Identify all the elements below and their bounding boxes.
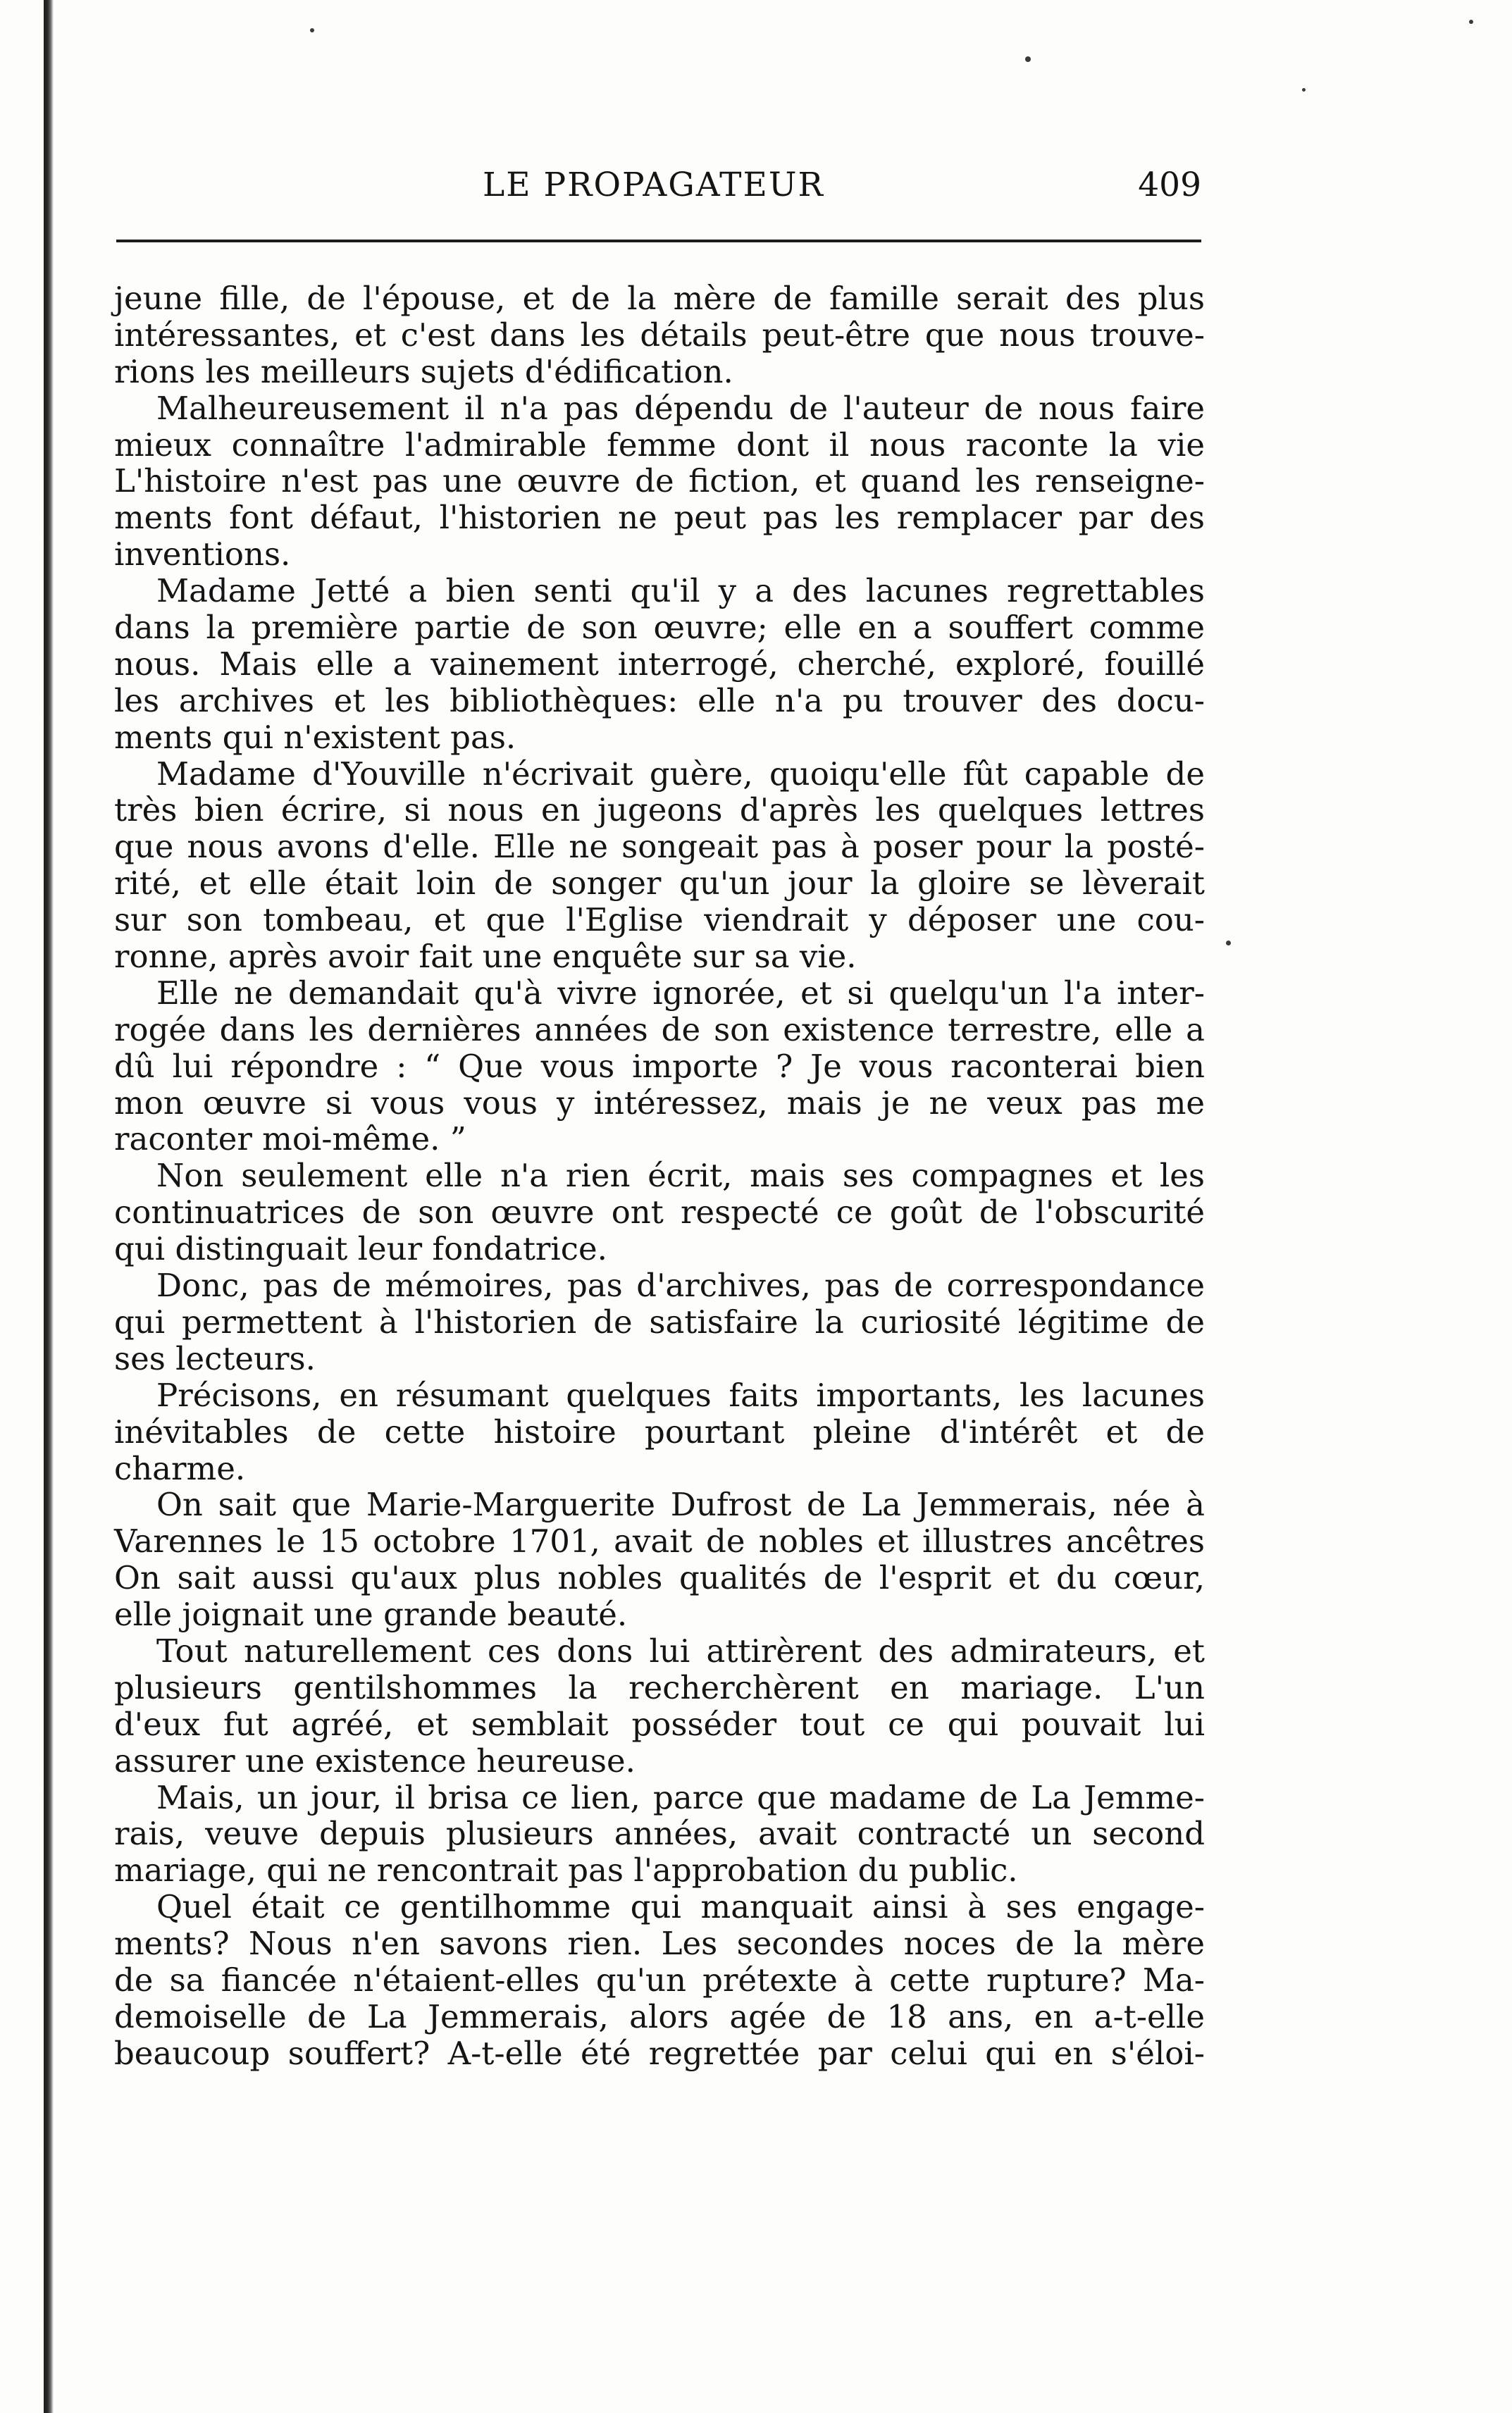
text-line: de sa fiancée n'étaient-elles qu'un prétexte à cette rupture? Ma-	[114, 1961, 1205, 1999]
text-line: mariage, qui ne rencontrait pas l'approbation du public.	[114, 1851, 1018, 1890]
page-number: 409	[1138, 166, 1201, 204]
text-line: que nous avons d'elle. Elle ne songeait pas à poser pour la posté-	[114, 828, 1205, 866]
text-line: demoiselle de La Jemmerais, alors agée de 18 ans, en a-t-elle	[114, 1997, 1205, 2035]
text-line: charme.	[114, 1449, 246, 1487]
text-line: les archives et les bibliothèques: elle n'a pu trouver des docu-	[114, 681, 1205, 719]
text-line: assurer une existence heureuse.	[114, 1742, 636, 1780]
text-line: dans la première partie de son œuvre; elle en a souffert comme	[114, 609, 1205, 647]
text-line: Donc, pas de mémoires, pas d'archives, pas de correspondance	[156, 1267, 1205, 1305]
text-line: Tout naturellement ces dons lui attirèrent des admirateurs, et	[156, 1632, 1205, 1670]
text-line: Elle ne demandait qu'à vivre ignorée, et si quelqu'un l'a inter-	[156, 974, 1205, 1012]
print-speck	[1226, 941, 1231, 945]
text-line: elle joignait une grande beauté.	[114, 1596, 628, 1634]
text-line: On sait aussi qu'aux plus nobles qualités de l'esprit et du cœur,	[114, 1559, 1205, 1597]
text-line: Quel était ce gentilhomme qui manquait ainsi à ses engage-	[156, 1888, 1205, 1926]
print-speck	[1302, 88, 1306, 92]
text-line: Précisons, en résumant quelques faits importants, les lacunes	[156, 1376, 1205, 1414]
text-line: dû lui répondre : “ Que vous importe ? Je vous raconterai bien	[114, 1047, 1205, 1085]
body-text	[114, 280, 1205, 2072]
text-line: ments qui n'existent pas.	[114, 718, 516, 756]
text-line: continuatrices de son œuvre ont respecté ce goût de l'obscurité	[114, 1193, 1205, 1232]
text-line: inventions.	[114, 535, 291, 573]
print-speck	[1025, 56, 1031, 62]
running-header	[116, 166, 1201, 215]
text-line: nous. Mais elle a vainement interrogé, cherché, exploré, fouillé	[114, 645, 1205, 683]
text-line: rité, et elle était loin de songer qu'un jour la gloire se lèverait	[114, 864, 1205, 902]
text-line: Malheureusement il n'a pas dépendu de l'auteur de nous faire	[156, 389, 1205, 427]
binding-edge	[44, 0, 54, 2413]
header-rule	[116, 240, 1201, 242]
text-line: ments font défaut, l'historien ne peut pas les remplacer par des	[114, 499, 1205, 537]
text-line: mieux connaître l'admirable femme dont il nous raconte la vie	[114, 426, 1205, 464]
text-line: Madame d'Youville n'écrivait guère, quoiqu'elle fût capable de	[156, 755, 1205, 793]
text-line: très bien écrire, si nous en jugeons d'après les quelques lettres	[114, 791, 1205, 829]
text-line: Non seulement elle n'a rien écrit, mais ses compagnes et les	[156, 1157, 1205, 1195]
text-line: rais, veuve depuis plusieurs années, avait contracté un second	[114, 1815, 1205, 1853]
text-line: plusieurs gentilshommes la recherchèrent en mariage. L'un	[114, 1668, 1205, 1706]
text-line: Madame Jetté a bien senti qu'il y a des lacunes regrettables	[156, 572, 1205, 610]
text-line: qui permettent à l'historien de satisfaire la curiosité légitime de	[114, 1303, 1205, 1341]
text-line: ronne, après avoir fait une enquête sur sa vie.	[114, 938, 857, 976]
print-speck	[1469, 20, 1473, 24]
text-line: Varennes le 15 octobre 1701, avait de nobles et illustres ancêtres	[114, 1522, 1205, 1561]
text-line: ments? Nous n'en savons rien. Les secondes noces de la mère	[114, 1925, 1205, 1963]
text-line: Mais, un jour, il brisa ce lien, parce que madame de La Jemme-	[156, 1778, 1205, 1816]
text-line: mon œuvre si vous vous y intéressez, mais je ne veux pas me	[114, 1084, 1205, 1122]
text-line: d'eux fut agréé, et semblait posséder tout ce qui pouvait lui	[114, 1705, 1205, 1743]
text-line: L'histoire n'est pas une œuvre de fiction, et quand les renseigne-	[114, 462, 1205, 500]
text-line: On sait que Marie-Marguerite Dufrost de La Jemmerais, née à	[156, 1486, 1205, 1524]
text-line: rogée dans les dernières années de son existence terrestre, elle a	[114, 1010, 1205, 1048]
text-line: jeune fille, de l'épouse, et de la mère de famille serait des plus	[114, 280, 1205, 317]
text-line: raconter moi-même. ”	[114, 1120, 466, 1158]
text-line: beaucoup souffert? A-t-elle été regrettée par celui qui en s'éloi-	[114, 2034, 1205, 2072]
text-line: qui distinguait leur fondatrice.	[114, 1230, 607, 1268]
text-line: sur son tombeau, et que l'Eglise viendrait y déposer une cou-	[114, 901, 1205, 939]
text-line: intéressantes, et c'est dans les détails peut-être que nous trouve-	[114, 316, 1205, 354]
text-line: ses lecteurs.	[114, 1339, 316, 1377]
text-line: rions les meilleurs sujets d'édification.	[114, 352, 733, 390]
running-title: LE PROPAGATEUR	[483, 166, 824, 204]
text-line: inévitables de cette histoire pourtant pleine d'intérêt et de	[114, 1413, 1205, 1451]
print-speck	[310, 28, 314, 32]
